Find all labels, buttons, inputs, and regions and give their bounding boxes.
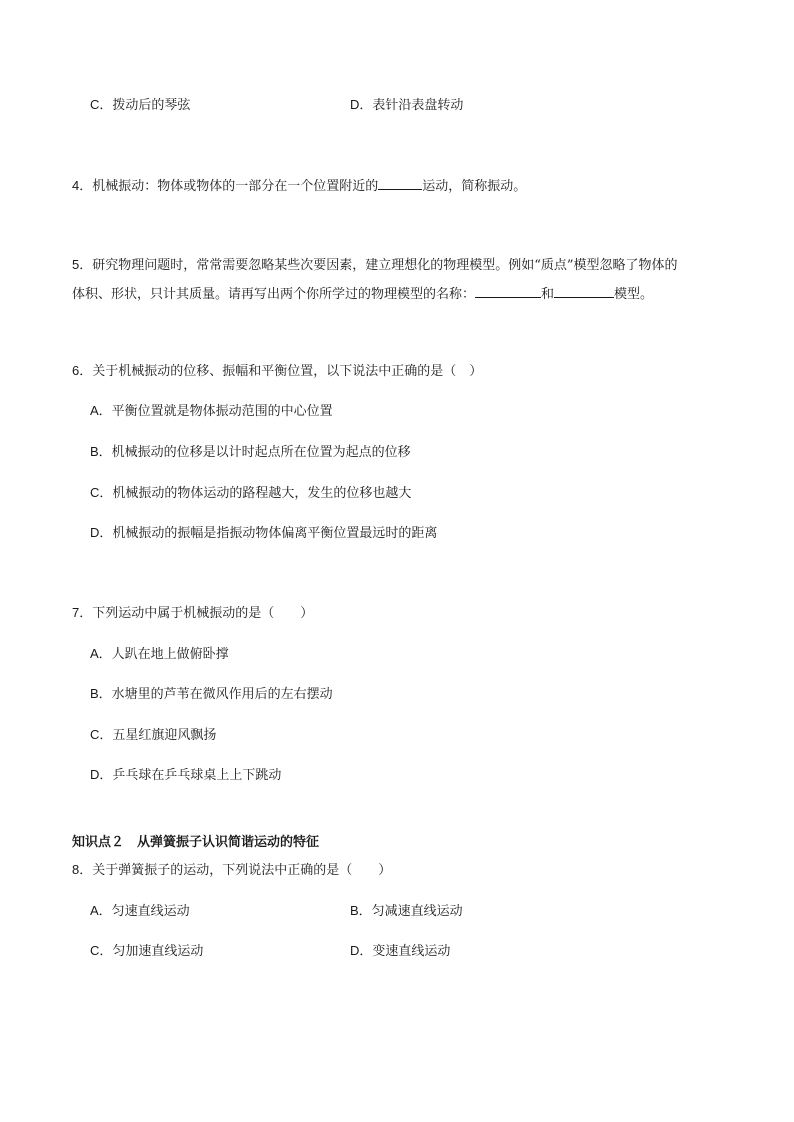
question-number: 8． <box>72 862 93 877</box>
question-5-line-1 <box>72 256 678 275</box>
question-7-stem <box>72 604 313 623</box>
option-text: 机械振动的振幅是指振动物体偏离平衡位置最远时的距离 <box>112 526 438 541</box>
option-label: C． <box>90 943 113 958</box>
q8-option-a <box>90 902 190 921</box>
answer-blank[interactable] <box>378 176 422 190</box>
option-text: 匀加速直线运动 <box>112 944 204 959</box>
option-label: D． <box>350 97 373 112</box>
option-label: C． <box>90 97 113 112</box>
q7-option-a <box>90 645 229 664</box>
question-number: 6． <box>72 363 93 378</box>
question-4 <box>72 176 526 196</box>
option-label: D． <box>350 943 373 958</box>
option-label: C． <box>90 727 113 742</box>
q3-option-c <box>90 96 190 115</box>
question-text: 研究物理问题时，常常需要忽略某些次要因素，建立理想化的物理模型。例如“质点”模型忽略了物体的 <box>92 258 678 273</box>
question-8-stem <box>72 861 391 880</box>
option-label: D． <box>90 525 113 540</box>
q6-option-c <box>90 484 411 503</box>
question-text-before: 机械振动：物体或物体的一部分在一个位置附近的 <box>92 179 379 194</box>
question-text: 下列运动中属于机械振动的是（ ） <box>92 606 314 621</box>
option-text: 匀减速直线运动 <box>371 904 463 919</box>
option-label: B． <box>90 686 112 701</box>
option-label: B． <box>350 903 372 918</box>
option-label: A． <box>90 903 112 918</box>
section-heading: 知识点２ 从弹簧振子认识简谐运动的特征 <box>72 835 320 850</box>
q3-option-d <box>350 96 463 115</box>
q6-option-b <box>90 443 411 462</box>
option-text: 匀速直线运动 <box>111 904 190 919</box>
q7-option-d <box>90 766 281 785</box>
answer-blank-1[interactable] <box>475 284 541 298</box>
option-text: 乒乓球在乒乓球桌上上下跳动 <box>112 768 282 783</box>
q6-option-d <box>90 524 437 543</box>
question-number: 5． <box>72 257 93 272</box>
option-label: D． <box>90 767 113 782</box>
option-label: A． <box>90 646 112 661</box>
question-text: 关于机械振动的位移、振幅和平衡位置，以下说法中正确的是（ ） <box>92 364 483 379</box>
q6-option-a <box>90 402 333 421</box>
q7-option-b <box>90 685 333 704</box>
question-text-after: 运动，简称振动。 <box>422 179 527 194</box>
option-text: 机械振动的物体运动的路程越大，发生的位移也越大 <box>112 486 412 501</box>
question-number: 4． <box>72 178 93 193</box>
option-label: B． <box>90 444 112 459</box>
option-text: 五星红旗迎风飘扬 <box>112 728 217 743</box>
question-6-stem <box>72 362 482 381</box>
option-text: 拨动后的琴弦 <box>112 98 191 113</box>
answer-blank-2[interactable] <box>554 284 614 298</box>
question-text: 关于弹簧振子的运动，下列说法中正确的是（ ） <box>92 863 392 878</box>
question-5-line-2 <box>72 284 653 304</box>
q8-option-d <box>350 942 450 961</box>
option-text: 平衡位置就是物体振动范围的中心位置 <box>111 404 333 419</box>
option-text: 表针沿表盘转动 <box>372 98 464 113</box>
option-label: A． <box>90 403 112 418</box>
question-text-mid: 和 <box>541 287 555 302</box>
option-text: 机械振动的位移是以计时起点所在位置为起点的位移 <box>111 445 411 460</box>
question-number: 7． <box>72 605 93 620</box>
option-label: C． <box>90 485 113 500</box>
option-text: 人趴在地上做俯卧撑 <box>111 647 229 662</box>
question-text-before: 体积、形状，只计其质量。请再写出两个你所学过的物理模型的名称： <box>72 287 476 302</box>
option-text: 变速直线运动 <box>372 944 451 959</box>
q7-option-c <box>90 726 216 745</box>
q8-option-c <box>90 942 203 961</box>
option-text: 水塘里的芦苇在微风作用后的左右摆动 <box>111 687 333 702</box>
q8-option-b <box>350 902 463 921</box>
question-text-after: 模型。 <box>614 287 654 302</box>
